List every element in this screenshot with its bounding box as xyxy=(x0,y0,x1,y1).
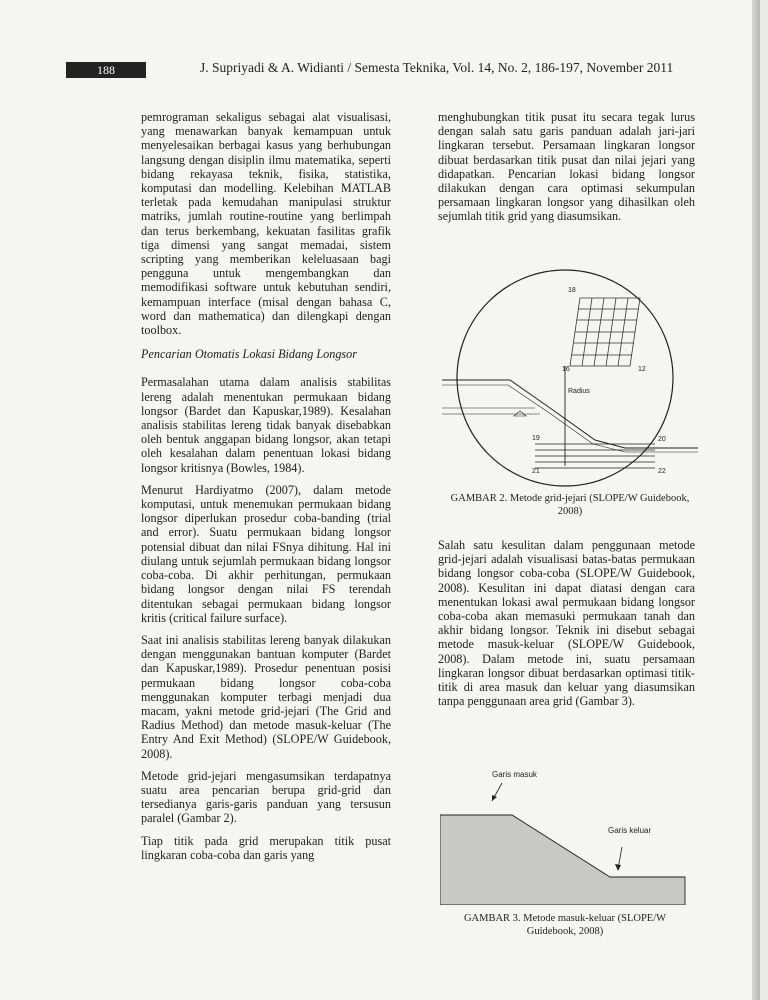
grid-label-12: 12 xyxy=(638,366,646,373)
paragraph: Saat ini analisis stabilitas lereng banyak dilakukan dengan menggunakan bantuan komputer (Bardet dan Kapuskar,1989). Prosedur penentuan posisi permukaan bidang longsor coba-coba menggunakan komputer terbagi menjadi dua macam, yakni metode grid-jejari (The Grid and Radius Method) dan metode masuk-keluar (The Entry And Exit Method) (SLOPE/W Guidebook, 2008). xyxy=(141,632,391,761)
paragraph: Permasalahan utama dalam analisis stabilitas lereng adalah menentukan permukaan bidang longsor (Bardet dan Kapuskar,1989). Kesalahan analisis stabilitas lereng tidak banyak disebabkan oleh bentuk anggapan bidang longsor, akan tetapi oleh kesalahan dalam penentuan lokasi bidang longsor kritisnya (Bowles, 1984). xyxy=(141,375,391,475)
figure3-caption-line2: Guidebook, 2008) xyxy=(526,926,604,937)
paragraph: Metode grid-jejari mengasumsikan terdapatnya suatu area pencarian berupa grid-grid dan tersedianya garis-garis panduan yang tersusun paralel (Gambar 2). xyxy=(141,768,391,826)
figure-grid-radius xyxy=(440,268,700,488)
exit-line-label: Garis keluar xyxy=(608,826,652,835)
search-grid xyxy=(570,298,640,366)
paragraph: Tiap titik pada grid merupakan titik pusat lingkaran coba-coba dan garis yang xyxy=(141,833,391,862)
running-title: J. Supriyadi & A. Widianti / Semesta Teknika, Vol. 14, No. 2, 186-197, November 2011 xyxy=(200,60,674,75)
guide-label-20: 20 xyxy=(658,436,666,443)
grid-label-18: 18 xyxy=(568,287,576,294)
left-column xyxy=(141,110,391,870)
guide-label-21: 21 xyxy=(532,468,540,475)
paragraph: Salah satu kesulitan dalam penggunaan metode grid-jejari adalah visualisasi batas-batas permukaan bidang longsor coba-coba (SLOPE/W Guidebook, 2008). Kesulitan ini dapat diatasi dengan cara menentukan lokasi awal permukaan bidang longsor coba-coba akan memasuki permukaan tanah dan akhir bidang longsor. Teknik ini disebut sebagai metode masuk-keluar (SLOPE/W Guidebook, 2008). Dalam metode ini, suatu persamaan lingkaran longsor dibuat berdasarkan optimasi titik-titik di area masuk dan keluar yang diasumsikan tanpa penggunaan area grid (Gambar 3). xyxy=(438,538,695,709)
figure3-caption xyxy=(440,912,690,938)
radius-label: Radius xyxy=(568,388,590,395)
page-number: 188 xyxy=(66,62,146,78)
guide-label-19: 19 xyxy=(532,435,540,442)
figure-entry-exit xyxy=(440,765,690,905)
guide-label-22: 22 xyxy=(658,468,666,475)
figure2-caption: GAMBAR 2. Metode grid-jejari (SLOPE/W Guidebook, 2008) xyxy=(450,493,690,517)
paragraph: pemrograman sekaligus sebagai alat visualisasi, yang menawarkan banyak kemampuan untuk menyelesaikan berbagai kasus yang berhubungan langsung dengan disiplin ilmu matematika, seperti bidang rekayasa teknik, fisika, statistika, komputasi dan modelling. Kelebihan MATLAB terletak pada kemudahan manipulasi struktur matriks, jumlah routine-routine yang berlimpah dan terus berkembang, kekuatan fasilitas grafik tiga dimensi yang sangat memadai, sistem scripting yang memberikan keleluasaan bagi pengguna untuk mengembangkan dan memodifikasi software untuk kebutuhan sendiri, kemampuan interface (misal dengan bahasa C, word dan mathematica) dan dilengkapi dengan toolbox. xyxy=(141,110,391,338)
paragraph: Menurut Hardiyatmo (2007), dalam metode komputasi, untuk menemukan permukaan bidang longsor diperlukan prosedur coba-banding (trial and error). Suatu permukaan bidang longsor potensial dibuat dan nilai FSnya dihitung. Hal ini diulang untuk sejumlah permukaan bidang longsor coba-coba. Di akhir perhitungan, permukaan bidang longsor dengan nilai FS terendah ditentukan sebagai permukaan bidang longsor kritis (critical failure surface). xyxy=(141,482,391,625)
grid-label-16: 16 xyxy=(562,366,570,373)
page-edge-shadow xyxy=(752,0,760,1000)
section-subheading: Pencarian Otomatis Lokasi Bidang Longsor xyxy=(141,347,357,362)
right-column-bottom xyxy=(438,538,695,716)
entry-line-label: Garis masuk xyxy=(492,770,537,779)
right-column-top xyxy=(438,110,695,232)
figure3-caption-line1: GAMBAR 3. Metode masuk-keluar (SLOPE/W xyxy=(463,913,667,924)
paragraph: menghubungkan titik pusat itu secara tegak lurus dengan salah satu garis panduan adalah jari-jari lingkaran tersebut. Persamaan lingkaran longsor dibuat berdasarkan titik pusat dan nilai jejari yang didapatkan. Pencarian lokasi bidang longsor dilakukan dengan cara optimasi sekumpulan persamaan lingkaran longsor yang dihasilkan oleh sejumlah titik grid yang diasumsikan. xyxy=(438,110,695,224)
